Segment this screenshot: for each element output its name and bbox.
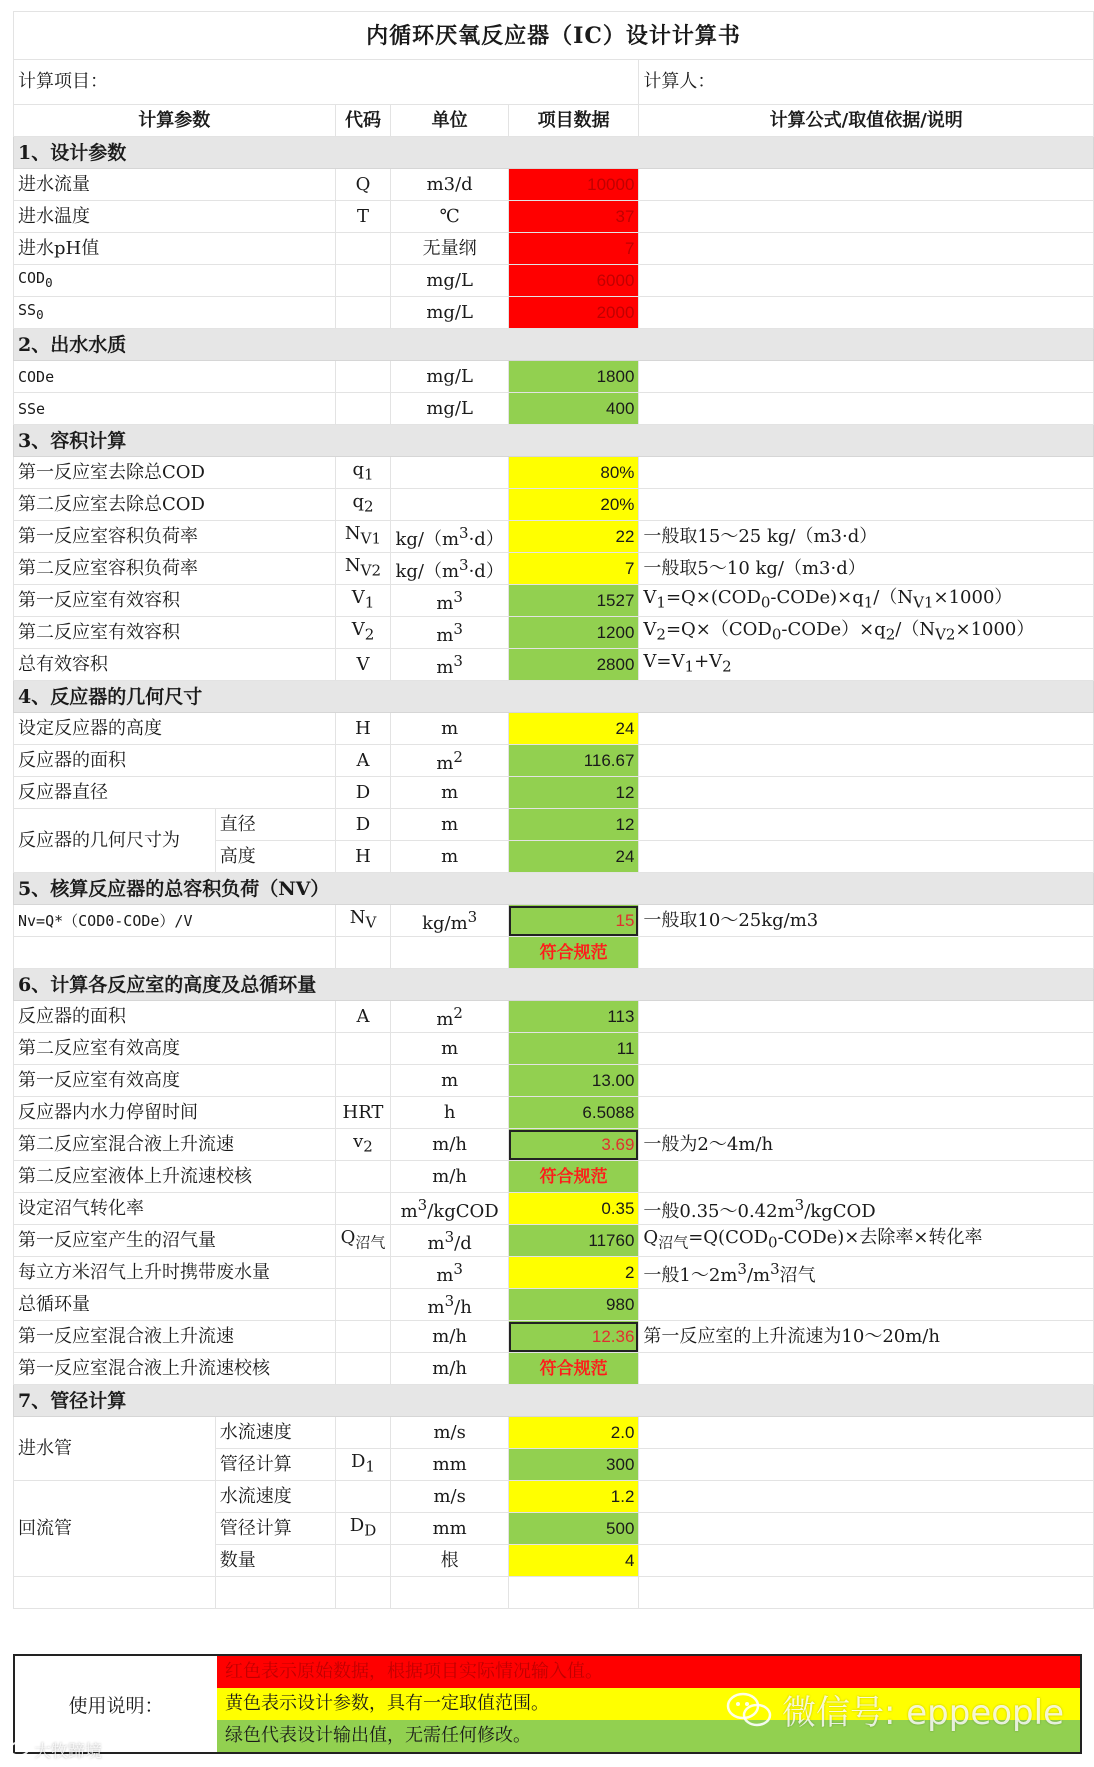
param-unit: m: [391, 809, 508, 841]
blank-cell: [335, 937, 391, 969]
param-unit: $kg/m^3$: [391, 905, 508, 937]
table-row: [14, 937, 1094, 969]
param-unit: $m^3/d$: [391, 1225, 508, 1257]
legend-label: 使用说明：: [15, 1656, 218, 1752]
param-unit: $m^3$: [391, 617, 508, 649]
usage-legend: [13, 1654, 1082, 1754]
param-name: 第一反应室有效高度: [14, 1065, 336, 1097]
param-code: [335, 393, 391, 425]
header-data: 项目数据: [508, 105, 639, 137]
param-code: $v_2$: [335, 1129, 391, 1161]
param-code: [335, 1289, 391, 1321]
param-code: $q_2$: [335, 489, 391, 521]
param-subname: 高度: [215, 841, 335, 873]
output-cell-v1[interactable]: 1527: [508, 585, 639, 617]
param-unit: 无量纲: [391, 233, 508, 265]
output-cell-biogas[interactable]: 11760: [508, 1225, 639, 1257]
param-code: [335, 1481, 391, 1513]
table-row: [14, 649, 1094, 681]
formula-cell: [639, 1289, 1094, 1321]
param-name: 总有效容积: [14, 649, 336, 681]
table-row: [14, 201, 1094, 233]
output-cell-h2[interactable]: 11: [508, 1033, 639, 1065]
param-code: $N_{V1}$: [335, 521, 391, 553]
param-code: [335, 233, 391, 265]
param-unit: mg/L: [391, 393, 508, 425]
param-subname: 直径: [215, 809, 335, 841]
param-code: V: [335, 649, 391, 681]
param-unit: [391, 457, 508, 489]
input-cell-ss0[interactable]: 2000: [508, 297, 639, 329]
output-cell-v[interactable]: 2800: [508, 649, 639, 681]
param-unit: [391, 489, 508, 521]
formula-cell: [639, 745, 1094, 777]
param-name: $SS_0$: [14, 297, 336, 329]
table-row: [14, 745, 1094, 777]
table-row: [14, 1129, 1094, 1161]
output-cell-dim-d[interactable]: 12: [508, 809, 639, 841]
param-cell-height[interactable]: 24: [508, 713, 639, 745]
param-name: 每立方米沼气上升时携带废水量: [14, 1257, 336, 1289]
param-unit: $m^2$: [391, 745, 508, 777]
output-cell-v2up[interactable]: 3.69: [508, 1129, 639, 1161]
table-row: [14, 1065, 1094, 1097]
param-code: [335, 265, 391, 297]
formula-cell: [639, 1513, 1094, 1545]
table-row: [14, 361, 1094, 393]
blank-cell: [508, 1577, 639, 1609]
param-code: A: [335, 1001, 391, 1033]
header-formula: 计算公式/取值依据/说明: [639, 105, 1094, 137]
table-row: [14, 521, 1094, 553]
param-unit: m: [391, 1065, 508, 1097]
param-unit: m3/d: [391, 169, 508, 201]
table-row: [14, 169, 1094, 201]
param-code: [335, 1545, 391, 1577]
param-unit: $kg/(m^3\cdot d)$: [391, 521, 508, 553]
formula-cell: [639, 713, 1094, 745]
param-cell-return-count[interactable]: 4: [508, 1545, 639, 1577]
param-name: 第二反应室液体上升流速校核: [14, 1161, 336, 1193]
param-code: Q: [335, 169, 391, 201]
formula-cell: 一般取15～25 kg/（m3·d）: [639, 521, 1094, 553]
param-code: [335, 1065, 391, 1097]
param-code: [335, 1353, 391, 1385]
sheet-title: 内循环厌氧反应器（IC）设计计算书: [14, 12, 1094, 60]
param-code: H: [335, 841, 391, 873]
param-unit: m: [391, 1033, 508, 1065]
blank-cell: [335, 1577, 391, 1609]
output-cell-inlet-diam[interactable]: 300: [508, 1449, 639, 1481]
param-unit: 根: [391, 1545, 508, 1577]
param-cell-return-speed[interactable]: 1.2: [508, 1481, 639, 1513]
param-subname: 管径计算: [215, 1513, 335, 1545]
table-row: [14, 617, 1094, 649]
param-cell-q2[interactable]: 20%: [508, 489, 639, 521]
param-cell-inlet-speed[interactable]: 2.0: [508, 1417, 639, 1449]
table-row: [14, 809, 1094, 841]
table-row: [14, 1321, 1094, 1353]
output-cell-h1[interactable]: 13.00: [508, 1065, 639, 1097]
param-name: 反应器的几何尺寸为: [14, 809, 216, 873]
table-row: [14, 393, 1094, 425]
status-badge: 符合规范: [508, 1161, 639, 1193]
param-unit: mm: [391, 1449, 508, 1481]
param-name: 反应器的面积: [14, 745, 336, 777]
param-name: 第二反应室去除总COD: [14, 489, 336, 521]
param-name: 反应器内水力停留时间: [14, 1097, 336, 1129]
param-unit: m/h: [391, 1161, 508, 1193]
param-name: 进水温度: [14, 201, 336, 233]
output-cell-v2[interactable]: 1200: [508, 617, 639, 649]
formula-cell: [639, 169, 1094, 201]
table-row: [14, 233, 1094, 265]
param-unit: m/h: [391, 1129, 508, 1161]
formula-cell: [639, 1161, 1094, 1193]
param-name: 总循环量: [14, 1289, 336, 1321]
param-cell-nv2[interactable]: 7: [508, 553, 639, 585]
output-cell-code[interactable]: 1800: [508, 361, 639, 393]
param-name: 设定沼气转化率: [14, 1193, 336, 1225]
table-row: [14, 1097, 1094, 1129]
output-cell-total[interactable]: 980: [508, 1289, 639, 1321]
param-name: 第一反应室产生的沼气量: [14, 1225, 336, 1257]
param-subname: 水流速度: [215, 1481, 335, 1513]
output-cell-v1up[interactable]: 12.36: [508, 1321, 639, 1353]
formula-cell: [639, 361, 1094, 393]
param-name: 第一反应室有效容积: [14, 585, 336, 617]
watermark-corner-text: 大牧蹄境: [34, 1742, 102, 1762]
param-name: 进水pH值: [14, 233, 336, 265]
header-code: 代码: [335, 105, 391, 137]
formula-cell: [639, 1353, 1094, 1385]
formula-cell: 一般取5～10 kg/（m3·d）: [639, 553, 1094, 585]
param-code: [335, 1161, 391, 1193]
param-name: 第一反应室容积负荷率: [14, 521, 336, 553]
param-cell-nv1[interactable]: 22: [508, 521, 639, 553]
table-row: [14, 265, 1094, 297]
param-name: CODe: [14, 361, 336, 393]
param-unit: $m^3$: [391, 585, 508, 617]
formula-cell: [639, 809, 1094, 841]
param-name: 进水流量: [14, 169, 336, 201]
param-unit: $m^3$/kgCOD: [391, 1193, 508, 1225]
param-unit: m: [391, 777, 508, 809]
table-row: [14, 489, 1094, 521]
param-unit: mg/L: [391, 265, 508, 297]
param-unit: ℃: [391, 201, 508, 233]
param-cell-biogas-rate[interactable]: 0.35: [508, 1193, 639, 1225]
param-unit: m: [391, 841, 508, 873]
param-unit: h: [391, 1097, 508, 1129]
param-code: [335, 1417, 391, 1449]
param-code: $N_{V2}$: [335, 553, 391, 585]
calculator-label-cell[interactable]: 计算人：: [639, 60, 1094, 105]
table-row: [14, 1481, 1094, 1513]
formula-cell: $V_1=Q\times(COD_0-CODe)\times q_1/(N_{V1}\times 1000)$: [639, 585, 1094, 617]
formula-cell: [639, 265, 1094, 297]
formula-cell: [639, 937, 1094, 969]
legend-green: 绿色代表设计输出值，无需任何修改。: [217, 1720, 1080, 1752]
section-design-params: 1、设计参数: [14, 137, 1094, 169]
header-unit: 单位: [391, 105, 508, 137]
header-param: 计算参数: [14, 105, 336, 137]
formula-cell: [639, 297, 1094, 329]
param-name: 第一反应室混合液上升流速: [14, 1321, 336, 1353]
output-cell-hrt[interactable]: 6.5088: [508, 1097, 639, 1129]
formula-cell: 一般取10～25kg/m3: [639, 905, 1094, 937]
param-subname: 水流速度: [215, 1417, 335, 1449]
param-code: H: [335, 713, 391, 745]
table-row: [14, 713, 1094, 745]
legend-red: 红色表示原始数据，根据项目实际情况输入值。: [217, 1656, 1080, 1688]
table-row: [14, 553, 1094, 585]
param-name: 第二反应室有效容积: [14, 617, 336, 649]
formula-cell: 一般$0.35\sim 0.42m^3$/kgCOD: [639, 1193, 1094, 1225]
section-volume: 3、容积计算: [14, 425, 1094, 457]
blank-cell: [391, 1577, 508, 1609]
param-name: 第一反应室去除总COD: [14, 457, 336, 489]
output-cell-sse[interactable]: 400: [508, 393, 639, 425]
output-cell-area2[interactable]: 113: [508, 1001, 639, 1033]
table-row: [14, 1577, 1094, 1609]
legend-yellow: 黄色表示设计参数，具有一定取值范围。: [217, 1688, 1080, 1720]
formula-cell: 一般为2～4m/h: [639, 1129, 1094, 1161]
param-code: [335, 297, 391, 329]
formula-cell: [639, 233, 1094, 265]
param-code: [335, 1193, 391, 1225]
param-unit: m/s: [391, 1417, 508, 1449]
blank-cell: [14, 1577, 216, 1609]
project-label-cell[interactable]: 计算项目：: [14, 60, 639, 105]
param-code: T: [335, 201, 391, 233]
formula-cell: $V_2=Q\times(COD_0-CODe)\times q_2/(N_{V2}\times 1000)$: [639, 617, 1094, 649]
table-row: [14, 1257, 1094, 1289]
table-row: [14, 1161, 1094, 1193]
param-code: $D_D$: [335, 1513, 391, 1545]
param-name: $COD_0$: [14, 265, 336, 297]
calculation-sheet: [13, 11, 1094, 1609]
formula-cell: [639, 841, 1094, 873]
table-row: [14, 1417, 1094, 1449]
formula-cell: [639, 489, 1094, 521]
param-unit: $kg/(m^3\cdot d)$: [391, 553, 508, 585]
param-cell-q1[interactable]: 80%: [508, 457, 639, 489]
param-unit: mm: [391, 1513, 508, 1545]
formula-cell: [639, 201, 1094, 233]
param-name: 反应器直径: [14, 777, 336, 809]
param-cell-carry[interactable]: 2: [508, 1257, 639, 1289]
param-unit: m: [391, 713, 508, 745]
table-row: [14, 297, 1094, 329]
formula-cell: [639, 1417, 1094, 1449]
param-unit: $m^3$: [391, 649, 508, 681]
table-row: [14, 585, 1094, 617]
param-unit: mg/L: [391, 297, 508, 329]
formula-cell: [639, 1033, 1094, 1065]
param-name: 第二反应室混合液上升流速: [14, 1129, 336, 1161]
formula-cell: [639, 1481, 1094, 1513]
param-name: 第二反应室容积负荷率: [14, 553, 336, 585]
blank-cell: [14, 937, 336, 969]
formula-cell: [639, 1545, 1094, 1577]
param-name: 回流管: [14, 1481, 216, 1577]
param-code: A: [335, 745, 391, 777]
formula-cell: [639, 1449, 1094, 1481]
param-subname: 数量: [215, 1545, 335, 1577]
formula-cell: $V=V_1+V_2$: [639, 649, 1094, 681]
param-code: $Q_{沼气}$: [335, 1225, 391, 1257]
param-code: $q_1$: [335, 457, 391, 489]
formula-cell: [639, 1097, 1094, 1129]
param-code: $V_2$: [335, 617, 391, 649]
param-unit: m/s: [391, 1481, 508, 1513]
param-name: Nv=Q*（COD0-CODe）/V: [14, 905, 336, 937]
formula-cell: [639, 393, 1094, 425]
param-name: 第二反应室有效高度: [14, 1033, 336, 1065]
blank-cell: [639, 1577, 1094, 1609]
section-geometry: 4、反应器的几何尺寸: [14, 681, 1094, 713]
output-cell-diameter[interactable]: 12: [508, 777, 639, 809]
param-name: 进水管: [14, 1417, 216, 1481]
param-unit: $m^3/h$: [391, 1289, 508, 1321]
formula-cell: [639, 1065, 1094, 1097]
section-pipes: 7、管径计算: [14, 1385, 1094, 1417]
param-code: $N_V$: [335, 905, 391, 937]
param-code: [335, 1033, 391, 1065]
table-row: [14, 1033, 1094, 1065]
table-row: [14, 777, 1094, 809]
table-row: [14, 1289, 1094, 1321]
table-row: [14, 1225, 1094, 1257]
output-cell-return-diam[interactable]: 500: [508, 1513, 639, 1545]
input-cell-cod0[interactable]: 6000: [508, 265, 639, 297]
param-unit: m/h: [391, 1353, 508, 1385]
table-row: [14, 457, 1094, 489]
param-code: [335, 361, 391, 393]
table-row: [14, 1353, 1094, 1385]
output-cell-dim-h[interactable]: 24: [508, 841, 639, 873]
output-cell-area[interactable]: 116.67: [508, 745, 639, 777]
blank-cell: [391, 937, 508, 969]
watermark-text: 微信号: eppeople: [781, 1693, 1064, 1733]
table-row: [14, 1193, 1094, 1225]
param-subname: 管径计算: [215, 1449, 335, 1481]
formula-cell: 第一反应室的上升流速为10～20m/h: [639, 1321, 1094, 1353]
param-unit: mg/L: [391, 361, 508, 393]
status-badge: 符合规范: [508, 1353, 639, 1385]
section-heights: 6、计算各反应室的高度及总循环量: [14, 969, 1094, 1001]
param-unit: $m^3$: [391, 1257, 508, 1289]
param-code: D: [335, 777, 391, 809]
formula-cell: $Q_{沼气}=Q(COD_0-CODe)\times$去除率×转化率: [639, 1225, 1094, 1257]
param-name: 第一反应室混合液上升流速校核: [14, 1353, 336, 1385]
param-unit: $m^2$: [391, 1001, 508, 1033]
param-name: SSe: [14, 393, 336, 425]
param-name: 反应器的面积: [14, 1001, 336, 1033]
section-effluent: 2、出水水质: [14, 329, 1094, 361]
blank-cell: [215, 1577, 335, 1609]
param-code: HRT: [335, 1097, 391, 1129]
table-row: [14, 1001, 1094, 1033]
formula-cell: [639, 1001, 1094, 1033]
status-badge: 符合规范: [508, 937, 639, 969]
param-code: $D_1$: [335, 1449, 391, 1481]
param-code: [335, 1257, 391, 1289]
input-cell-ph[interactable]: 7: [508, 233, 639, 265]
param-code: [335, 1321, 391, 1353]
input-cell-inflow[interactable]: 10000: [508, 169, 639, 201]
param-code: $V_1$: [335, 585, 391, 617]
formula-cell: 一般$1\sim 2m^3/m^3$沼气: [639, 1257, 1094, 1289]
input-cell-temp[interactable]: 37: [508, 201, 639, 233]
formula-cell: [639, 777, 1094, 809]
param-code: D: [335, 809, 391, 841]
param-name: 设定反应器的高度: [14, 713, 336, 745]
section-nv-check: 5、核算反应器的总容积负荷（NV）: [14, 873, 1094, 905]
param-unit: m/h: [391, 1321, 508, 1353]
output-cell-nv[interactable]: 15: [508, 905, 639, 937]
table-row: [14, 905, 1094, 937]
formula-cell: [639, 457, 1094, 489]
